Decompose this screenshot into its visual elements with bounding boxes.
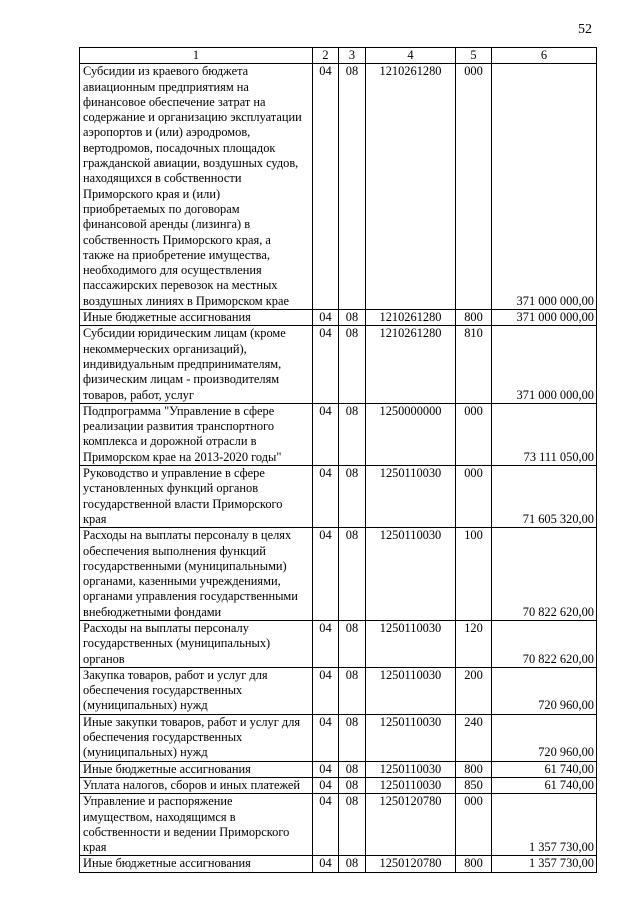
amount: 70 822 620,00 [492,528,597,621]
expense-type-code: 120 [456,620,492,667]
table-row [80,794,597,856]
target-article-code: 1250110030 [366,667,456,714]
section-code: 04 [313,761,339,777]
subsection-code: 08 [339,761,366,777]
amount: 720 960,00 [492,667,597,714]
header-col-6: 6 [492,48,597,64]
table-row [80,856,597,872]
table-row [80,326,597,403]
expense-type-code: 100 [456,528,492,621]
subsection-code: 08 [339,64,366,310]
item-name: Закупка товаров, работ и услуг для обеспечения государственных (муниципальных) нужд [80,667,313,714]
table-row [80,528,597,621]
subsection-code: 08 [339,856,366,872]
subsection-code: 08 [339,777,366,793]
expense-type-code: 800 [456,856,492,872]
subsection-code: 08 [339,794,366,856]
table-row [80,310,597,326]
amount: 371 000 000,00 [492,64,597,310]
budget-table-body [80,48,597,873]
subsection-code: 08 [339,714,366,761]
target-article-code: 1210261280 [366,326,456,403]
amount: 1 357 730,00 [492,856,597,872]
header-row [80,48,597,64]
target-article-code: 1250000000 [366,403,456,465]
table-row [80,620,597,667]
budget-table [79,47,597,873]
section-code: 04 [313,403,339,465]
target-article-code: 1250110030 [366,777,456,793]
item-name: Иные бюджетные ассигнования [80,856,313,872]
amount: 61 740,00 [492,777,597,793]
table-row [80,761,597,777]
section-code: 04 [313,777,339,793]
section-code: 04 [313,794,339,856]
table-row [80,714,597,761]
subsection-code: 08 [339,466,366,528]
amount: 1 357 730,00 [492,794,597,856]
page-number: 52 [578,22,592,37]
section-code: 04 [313,310,339,326]
target-article-code: 1250110030 [366,761,456,777]
section-code: 04 [313,667,339,714]
table-row [80,667,597,714]
header-col-5: 5 [456,48,492,64]
target-article-code: 1250110030 [366,466,456,528]
table-row [80,64,597,310]
amount: 73 111 050,00 [492,403,597,465]
amount: 61 740,00 [492,761,597,777]
item-name: Подпрограмма "Управление в сфере реализации развития транспортного комплекса и дорожной отрасли в Приморском крае на 2013-2020 годы" [80,403,313,465]
header-col-4: 4 [366,48,456,64]
subsection-code: 08 [339,528,366,621]
item-name: Иные закупки товаров, работ и услуг для обеспечения государственных (муниципальных) нужд [80,714,313,761]
section-code: 04 [313,714,339,761]
header-col-3: 3 [339,48,366,64]
amount: 371 000 000,00 [492,326,597,403]
target-article-code: 1210261280 [366,310,456,326]
target-article-code: 1250110030 [366,714,456,761]
expense-type-code: 800 [456,761,492,777]
header-col-2: 2 [313,48,339,64]
target-article-code: 1250120780 [366,856,456,872]
item-name: Управление и распоряжение имуществом, находящимся в собственности и ведении Приморского края [80,794,313,856]
amount: 71 605 320,00 [492,466,597,528]
expense-type-code: 810 [456,326,492,403]
table-row [80,403,597,465]
section-code: 04 [313,466,339,528]
target-article-code: 1210261280 [366,64,456,310]
section-code: 04 [313,528,339,621]
item-name: Расходы на выплаты персоналу государственных (муниципальных) органов [80,620,313,667]
expense-type-code: 240 [456,714,492,761]
amount: 371 000 000,00 [492,310,597,326]
item-name: Руководство и управление в сфере установленных функций органов государственной власти Приморского края [80,466,313,528]
subsection-code: 08 [339,403,366,465]
expense-type-code: 000 [456,64,492,310]
item-name: Расходы на выплаты персоналу в целях обеспечения выполнения функций государственными (муниципальными) органами, казенными учреждениями, органами управления государственными внебюджетными фондами [80,528,313,621]
section-code: 04 [313,64,339,310]
section-code: 04 [313,326,339,403]
target-article-code: 1250110030 [366,528,456,621]
amount: 720 960,00 [492,714,597,761]
subsection-code: 08 [339,326,366,403]
subsection-code: 08 [339,620,366,667]
section-code: 04 [313,620,339,667]
table-row [80,466,597,528]
expense-type-code: 000 [456,403,492,465]
target-article-code: 1250120780 [366,794,456,856]
item-name: Субсидии из краевого бюджета авиационным предприятиям на финансовое обеспечение затрат на содержание и организацию эксплуатации аэропортов и (или) аэродромов, вертодромов, посадочных площадок гражданской авиации, воздушных судов, находящихся в собственности Приморского края и (или) приобретаемых по договорам финансовой аренды (лизинга) в собственность Приморского края, а также на приобретение имущества, необходимого для осуществления пассажирских перевозок на местных воздушных линиях в Приморском крае [80,64,313,310]
item-name: Иные бюджетные ассигнования [80,761,313,777]
item-name: Иные бюджетные ассигнования [80,310,313,326]
section-code: 04 [313,856,339,872]
expense-type-code: 800 [456,310,492,326]
subsection-code: 08 [339,667,366,714]
subsection-code: 08 [339,310,366,326]
amount: 70 822 620,00 [492,620,597,667]
expense-type-code: 850 [456,777,492,793]
expense-type-code: 200 [456,667,492,714]
item-name: Уплата налогов, сборов и иных платежей [80,777,313,793]
item-name: Субсидии юридическим лицам (кроме некоммерческих организаций), индивидуальным предпринимателям, физическим лицам - производителям товаров, работ, услуг [80,326,313,403]
target-article-code: 1250110030 [366,620,456,667]
table-row [80,777,597,793]
expense-type-code: 000 [456,466,492,528]
header-col-1: 1 [80,48,313,64]
expense-type-code: 000 [456,794,492,856]
